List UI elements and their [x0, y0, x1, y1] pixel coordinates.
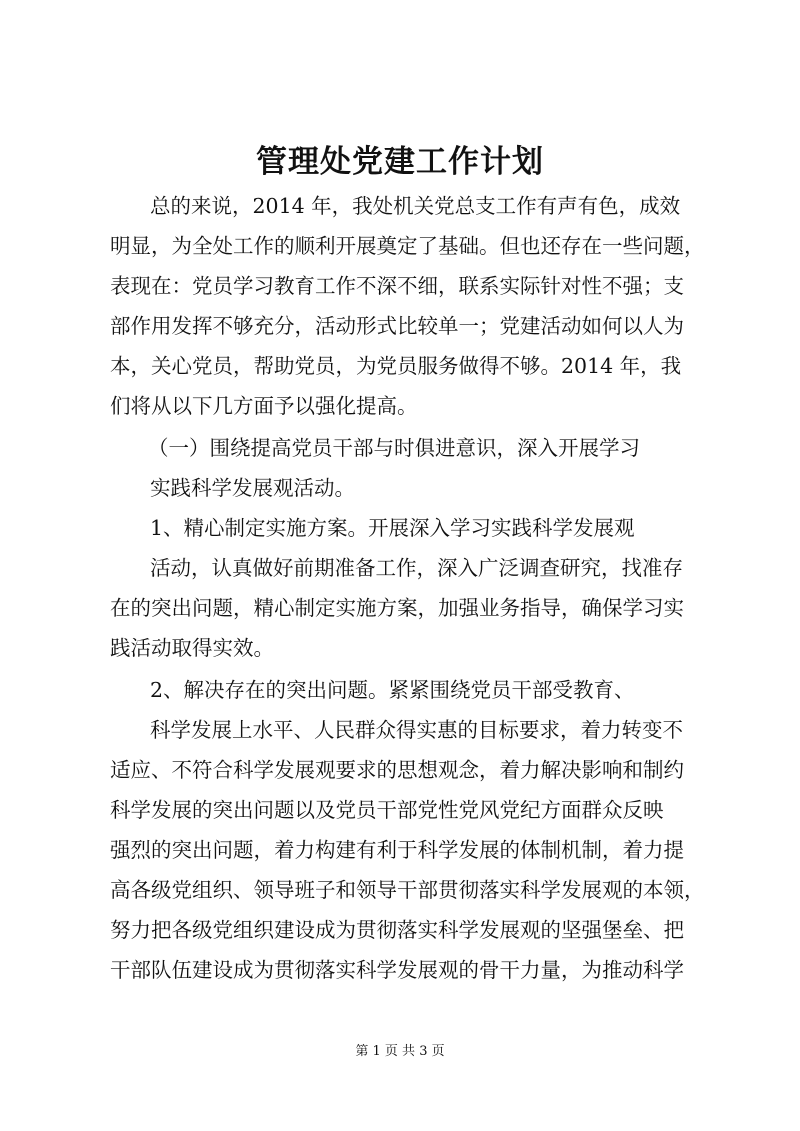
paragraph-line: 干部队伍建设成为贯彻落实科学发展观的骨干力量，为推动科学: [110, 958, 684, 982]
paragraph-line: 明显，为全处工作的顺利开展奠定了基础。但也还存在一些问题，: [110, 234, 705, 258]
paragraph-line: 践活动取得实效。: [110, 636, 274, 660]
paragraph-line: 表现在：党员学习教育工作不深不细，联系实际针对性不强；支: [110, 274, 684, 298]
document-title: 管理处党建工作计划: [256, 144, 544, 180]
section-heading-line: （一）围绕提高党员干部与时俱进意识，深入开展学习: [148, 436, 640, 460]
paragraph-line: 适应、不符合科学发展观要求的思想观念，着力解决影响和制约: [110, 758, 684, 782]
paragraph-line: 们将从以下几方面予以强化提高。: [110, 394, 418, 418]
paragraph-line: 活动，认真做好前期准备工作，深入广泛调查研究，找准存: [150, 556, 683, 580]
paragraph-line: 总的来说，2014 年，我处机关党总支工作有声有色，成效: [150, 194, 681, 218]
subsection-heading-line: 1、精心制定实施方案。开展深入学习实践科学发展观: [150, 516, 635, 540]
paragraph-line: 部作用发挥不够充分，活动形式比较单一；党建活动如何以人为: [110, 314, 684, 338]
paragraph-line: 在的突出问题，精心制定实施方案，加强业务指导，确保学习实: [110, 596, 684, 620]
paragraph-line: 科学发展上水平、人民群众得实惠的目标要求，着力转变不: [150, 718, 683, 742]
paragraph-line: 强烈的突出问题，着力构建有利于科学发展的体制机制，着力提: [110, 838, 684, 862]
section-heading-line: 实践科学发展观活动。: [150, 476, 355, 500]
subsection-heading-line: 2、解决存在的突出问题。紧紧围绕党员干部受教育、: [150, 678, 635, 702]
page-number-footer: 第 1 页 共 3 页: [355, 1044, 445, 1059]
paragraph-line: 努力把各级党组织建设成为贯彻落实科学发展观的坚强堡垒、把: [110, 918, 684, 942]
paragraph-line: 科学发展的突出问题以及党员干部党性党风党纪方面群众反映: [110, 798, 664, 822]
paragraph-line: 高各级党组织、领导班子和领导干部贯彻落实科学发展观的本领，: [110, 878, 705, 902]
paragraph-line: 本，关心党员，帮助党员，为党员服务做得不够。2014 年，我: [110, 354, 682, 378]
